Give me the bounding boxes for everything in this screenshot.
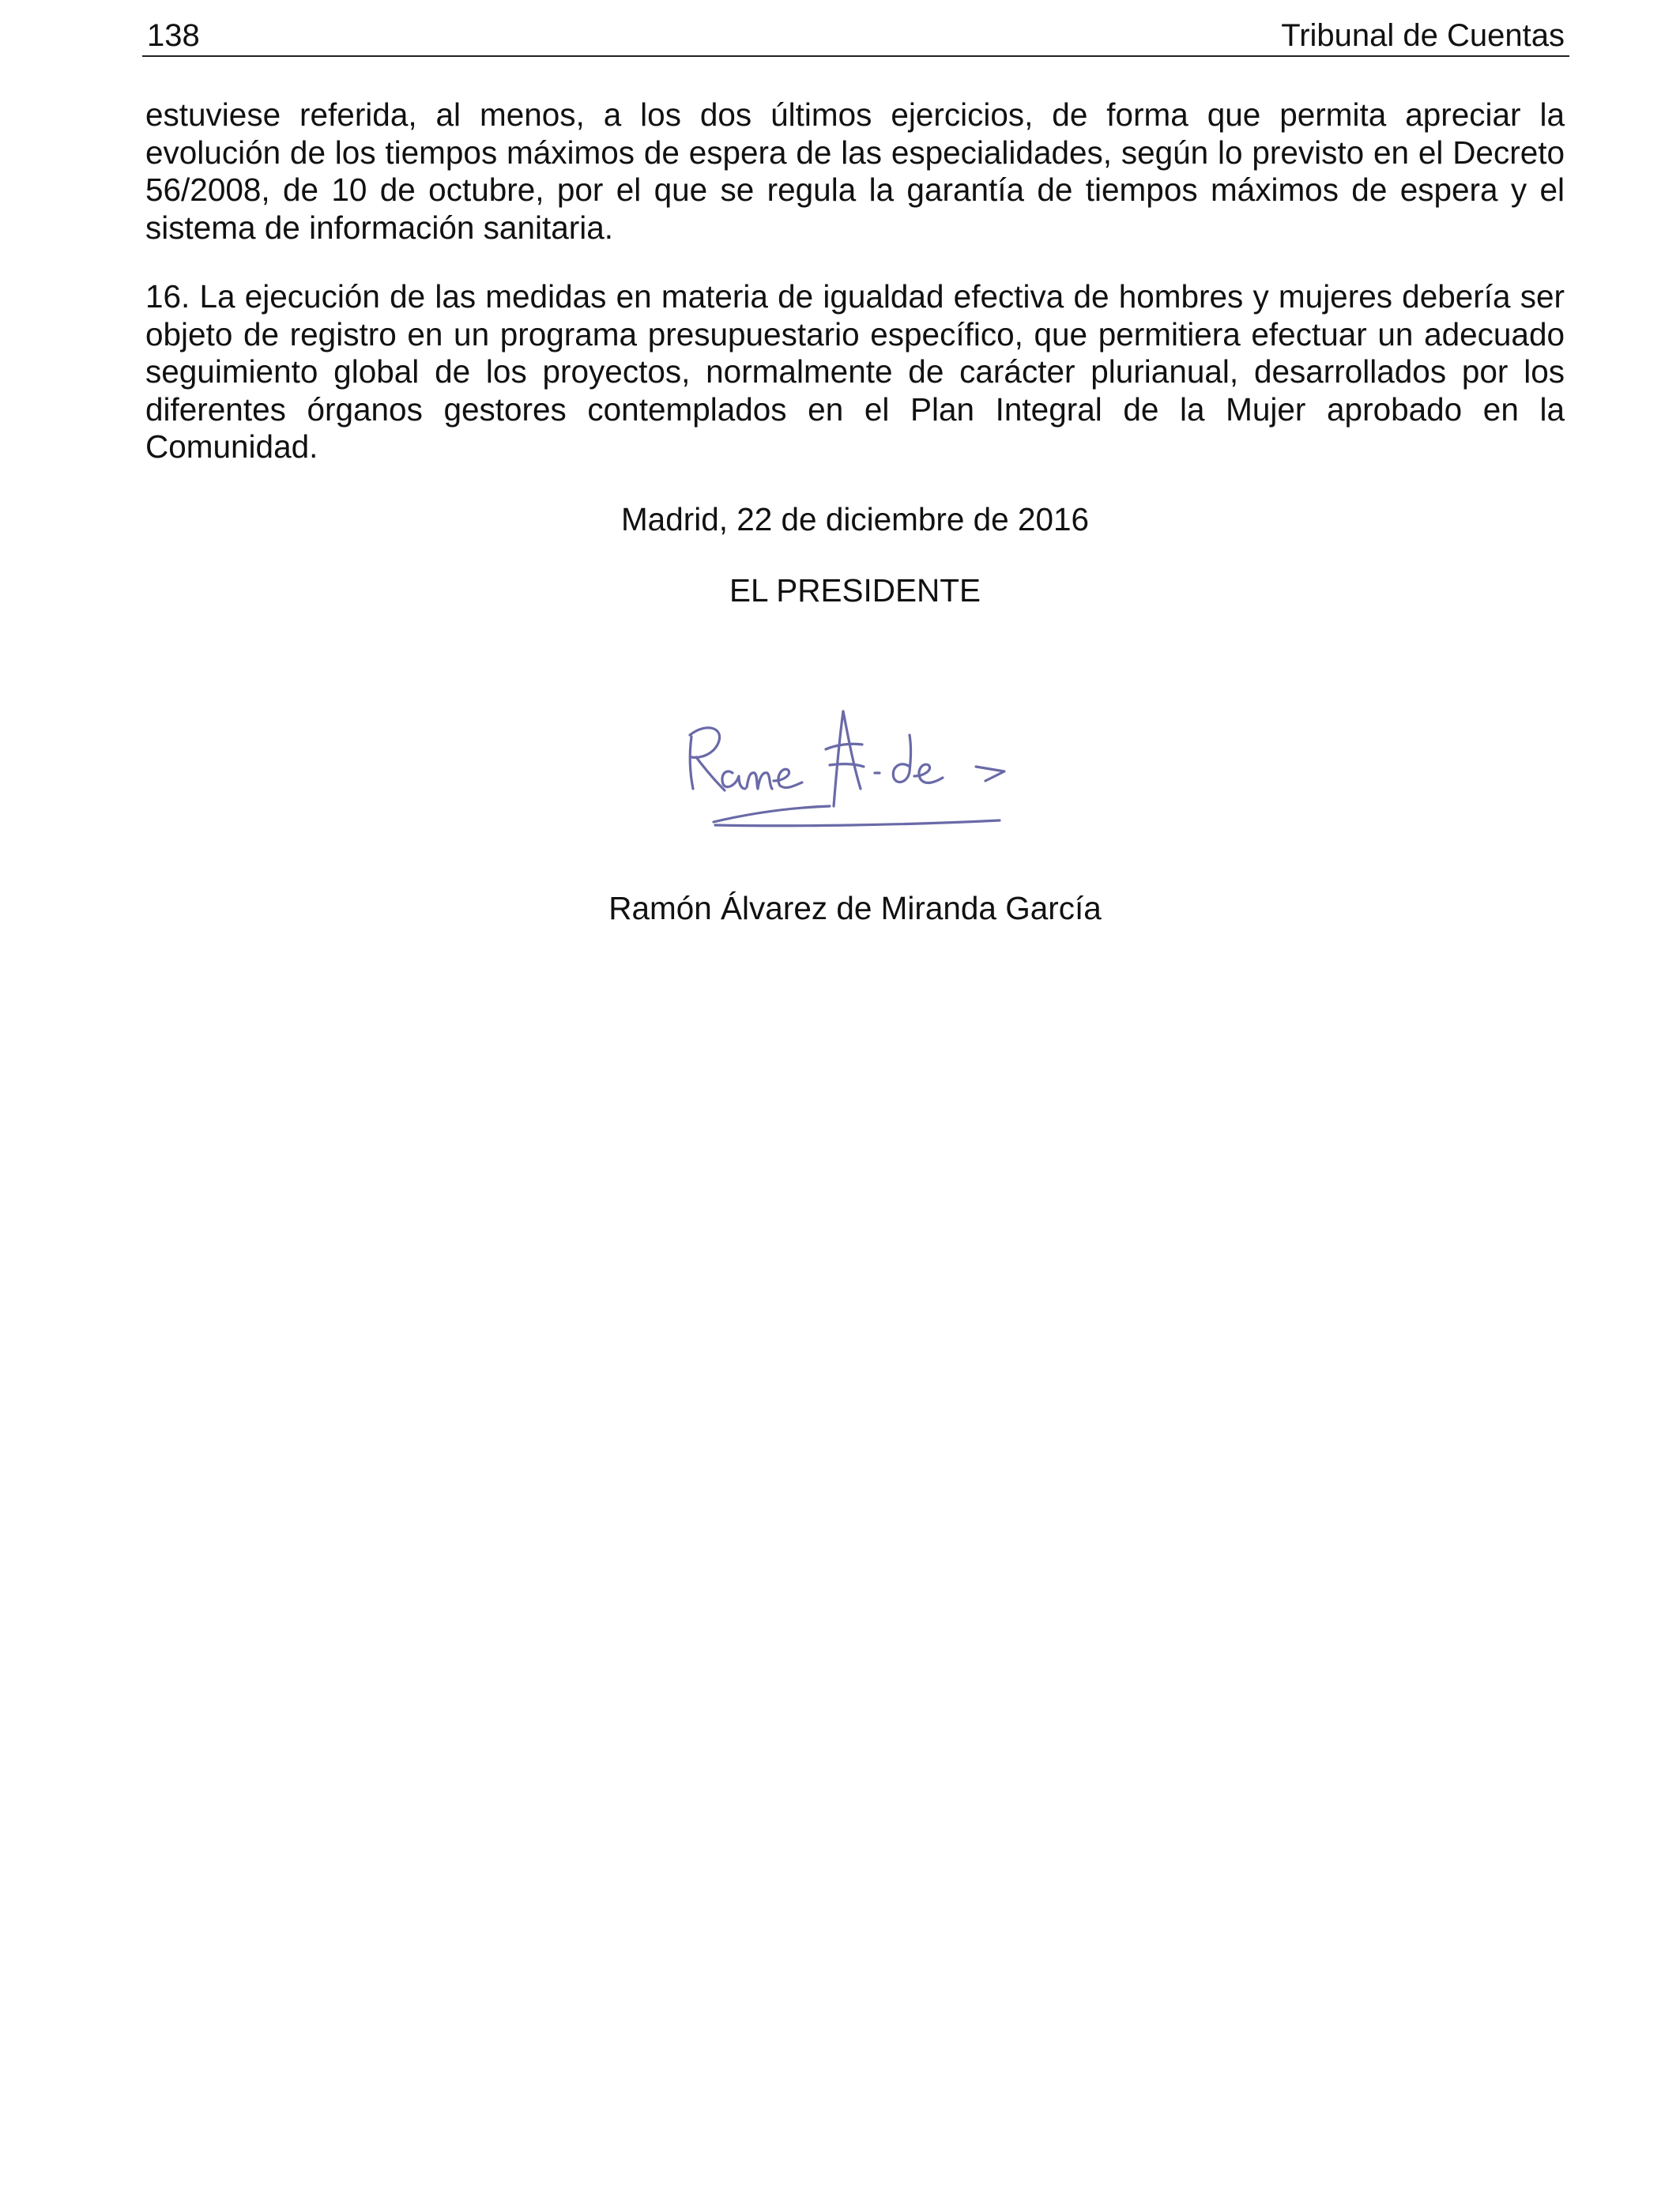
page-header xyxy=(142,11,1569,57)
handwritten-signature xyxy=(668,688,1079,846)
signer-role: EL PRESIDENTE xyxy=(729,572,981,609)
place-date: Madrid, 22 de diciembre de 2016 xyxy=(620,501,1090,537)
paragraph-continuation: estuviese referida, al menos, a los dos últimos ejercicios, de forma que permita apreciar la evolución de los tiempos máximos de espera de las especialidades, según lo previsto en el Decreto 56/2008, de 10 de octubre, por el que se regula la garantía de tiempos máximos de espera y el sistema de información sanitaria. xyxy=(145,96,1565,246)
header-title: Tribunal de Cuentas xyxy=(1281,18,1565,53)
body-text xyxy=(145,96,1565,498)
page-number: 138 xyxy=(147,18,200,53)
paragraph-recommendation-16: 16. La ejecución de las medidas en materia de igualdad efectiva de hombres y mujeres debería ser objeto de registro en un programa presupuestario específico, que permitiera efectuar un adecuado seguimiento global de los proyectos, normalmente de carácter plurianual, desarrollados por los diferentes órganos gestores contemplados en el Plan Integral de la Mujer aprobado en la Comunidad. xyxy=(145,278,1565,465)
signer-name: Ramón Álvarez de Miranda García xyxy=(608,890,1102,926)
